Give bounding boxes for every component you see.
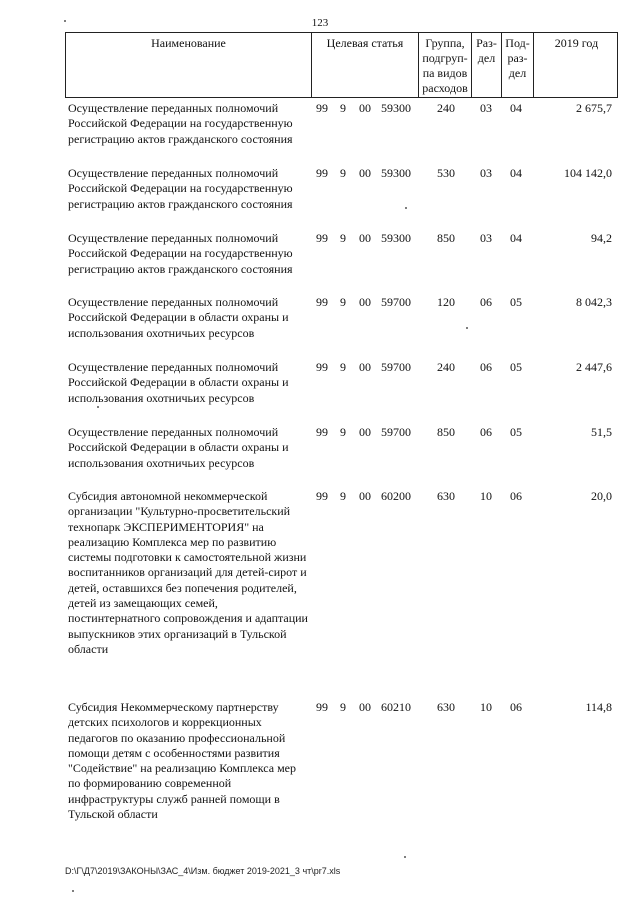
target-code-part: 59300 bbox=[381, 101, 411, 115]
target-code-part: 99 bbox=[316, 166, 328, 180]
scan-speck bbox=[466, 327, 468, 329]
target-code-part: 99 bbox=[316, 700, 328, 714]
target-code-part: 60210 bbox=[381, 700, 411, 714]
target-code-part: 9 bbox=[340, 295, 346, 309]
row-name: Субсидия автономной некоммерческой организации "Культурно-просветительский технопарк ЭКСПЕРИМЕНТОРИЯ" на реализацию Комплекса мер по развитию системы подготовки к самостоятельной жизни воспитанников организаций для детей-сирот и детей, оставшихся без попечения родителей, детей из замещающих семей, постинтернатного сопровождения и адаптации выпускников этих организаций в Тульской области bbox=[68, 489, 308, 656]
row-name: Осуществление переданных полномочий Российской Федерации в области охраны и использования охотничьих ресурсов bbox=[68, 295, 289, 340]
target-code-part: 00 bbox=[359, 489, 371, 503]
section-code: 06 bbox=[480, 360, 492, 374]
target-code-part: 9 bbox=[340, 166, 346, 180]
amount: 104 142,0 bbox=[564, 166, 612, 180]
target-code-part: 9 bbox=[340, 101, 346, 115]
target-code-part: 9 bbox=[340, 360, 346, 374]
target-code-part: 59700 bbox=[381, 425, 411, 439]
target-code-part: 99 bbox=[316, 231, 328, 245]
scan-speck bbox=[97, 406, 99, 408]
target-code-part: 59700 bbox=[381, 360, 411, 374]
target-code-part: 9 bbox=[340, 231, 346, 245]
header-group: Группа, подгруп- па видов расходов bbox=[419, 33, 472, 97]
header-section: Раз- дел bbox=[472, 33, 502, 97]
subsection-code: 04 bbox=[510, 166, 522, 180]
scan-speck bbox=[405, 207, 407, 209]
subsection-code: 05 bbox=[510, 425, 522, 439]
row-name: Осуществление переданных полномочий Российской Федерации в области охраны и использования охотничьих ресурсов bbox=[68, 425, 289, 470]
amount: 94,2 bbox=[591, 231, 612, 245]
amount: 2 447,6 bbox=[576, 360, 612, 374]
table-header bbox=[65, 32, 618, 98]
target-code-part: 99 bbox=[316, 295, 328, 309]
target-code-part: 99 bbox=[316, 360, 328, 374]
target-code-part: 60200 bbox=[381, 489, 411, 503]
target-code-part: 00 bbox=[359, 231, 371, 245]
group-code: 850 bbox=[437, 231, 455, 245]
target-code-part: 99 bbox=[316, 489, 328, 503]
subsection-code: 06 bbox=[510, 489, 522, 503]
group-code: 240 bbox=[437, 101, 455, 115]
group-code: 120 bbox=[437, 295, 455, 309]
amount: 51,5 bbox=[591, 425, 612, 439]
target-code-part: 00 bbox=[359, 360, 371, 374]
subsection-code: 06 bbox=[510, 700, 522, 714]
section-code: 06 bbox=[480, 295, 492, 309]
file-path-footer: D:\Г\Д7\2019\ЗАКОНЫ\ЗАС_4\Изм. бюджет 2019-2021_3 чт\pr7.xls bbox=[65, 866, 341, 876]
target-code-part: 59300 bbox=[381, 231, 411, 245]
row-name: Осуществление переданных полномочий Российской Федерации на государственную регистрацию актов гражданского состояния bbox=[68, 166, 293, 211]
scan-speck bbox=[404, 856, 406, 858]
page-number: 123 bbox=[311, 17, 329, 29]
header-target: Целевая статья bbox=[312, 33, 419, 97]
group-code: 630 bbox=[437, 700, 455, 714]
subsection-code: 04 bbox=[510, 101, 522, 115]
amount: 8 042,3 bbox=[576, 295, 612, 309]
row-name: Осуществление переданных полномочий Российской Федерации на государственную регистрацию актов гражданского состояния bbox=[68, 101, 293, 146]
target-code-part: 99 bbox=[316, 101, 328, 115]
scan-speck bbox=[64, 20, 66, 22]
group-code: 850 bbox=[437, 425, 455, 439]
subsection-code: 05 bbox=[510, 295, 522, 309]
section-code: 10 bbox=[480, 700, 492, 714]
amount: 2 675,7 bbox=[576, 101, 612, 115]
row-name: Осуществление переданных полномочий Российской Федерации в области охраны и использования охотничьих ресурсов bbox=[68, 360, 289, 405]
section-code: 03 bbox=[480, 231, 492, 245]
target-code-part: 9 bbox=[340, 700, 346, 714]
target-code-part: 59300 bbox=[381, 166, 411, 180]
target-code-part: 99 bbox=[316, 425, 328, 439]
section-code: 10 bbox=[480, 489, 492, 503]
header-year: 2019 год bbox=[554, 36, 599, 50]
target-code-part: 00 bbox=[359, 295, 371, 309]
target-code-part: 9 bbox=[340, 489, 346, 503]
scan-speck bbox=[72, 890, 74, 892]
section-code: 03 bbox=[480, 101, 492, 115]
group-code: 240 bbox=[437, 360, 455, 374]
target-code-part: 9 bbox=[340, 425, 346, 439]
subsection-code: 05 bbox=[510, 360, 522, 374]
target-code-part: 00 bbox=[359, 700, 371, 714]
subsection-code: 04 bbox=[510, 231, 522, 245]
header-subsection: Под- раз- дел bbox=[502, 33, 534, 97]
target-code-part: 00 bbox=[359, 166, 371, 180]
target-code-part: 00 bbox=[359, 101, 371, 115]
header-name: Наименование bbox=[66, 33, 312, 97]
group-code: 530 bbox=[437, 166, 455, 180]
group-code: 630 bbox=[437, 489, 455, 503]
row-name: Субсидия Некоммерческому партнерству детских психологов и коррекционных педагогов по оказанию профессиональной помощи детям с особенностями развития "Содействие" на реализацию Комплекса мер по формированию современной инфраструктуры служб ранней помощи в Тульской области bbox=[68, 700, 296, 822]
row-name: Осуществление переданных полномочий Российской Федерации на государственную регистрацию актов гражданского состояния bbox=[68, 231, 293, 276]
target-code-part: 00 bbox=[359, 425, 371, 439]
section-code: 03 bbox=[480, 166, 492, 180]
section-code: 06 bbox=[480, 425, 492, 439]
amount: 20,0 bbox=[591, 489, 612, 503]
amount: 114,8 bbox=[585, 700, 612, 714]
target-code-part: 59700 bbox=[381, 295, 411, 309]
